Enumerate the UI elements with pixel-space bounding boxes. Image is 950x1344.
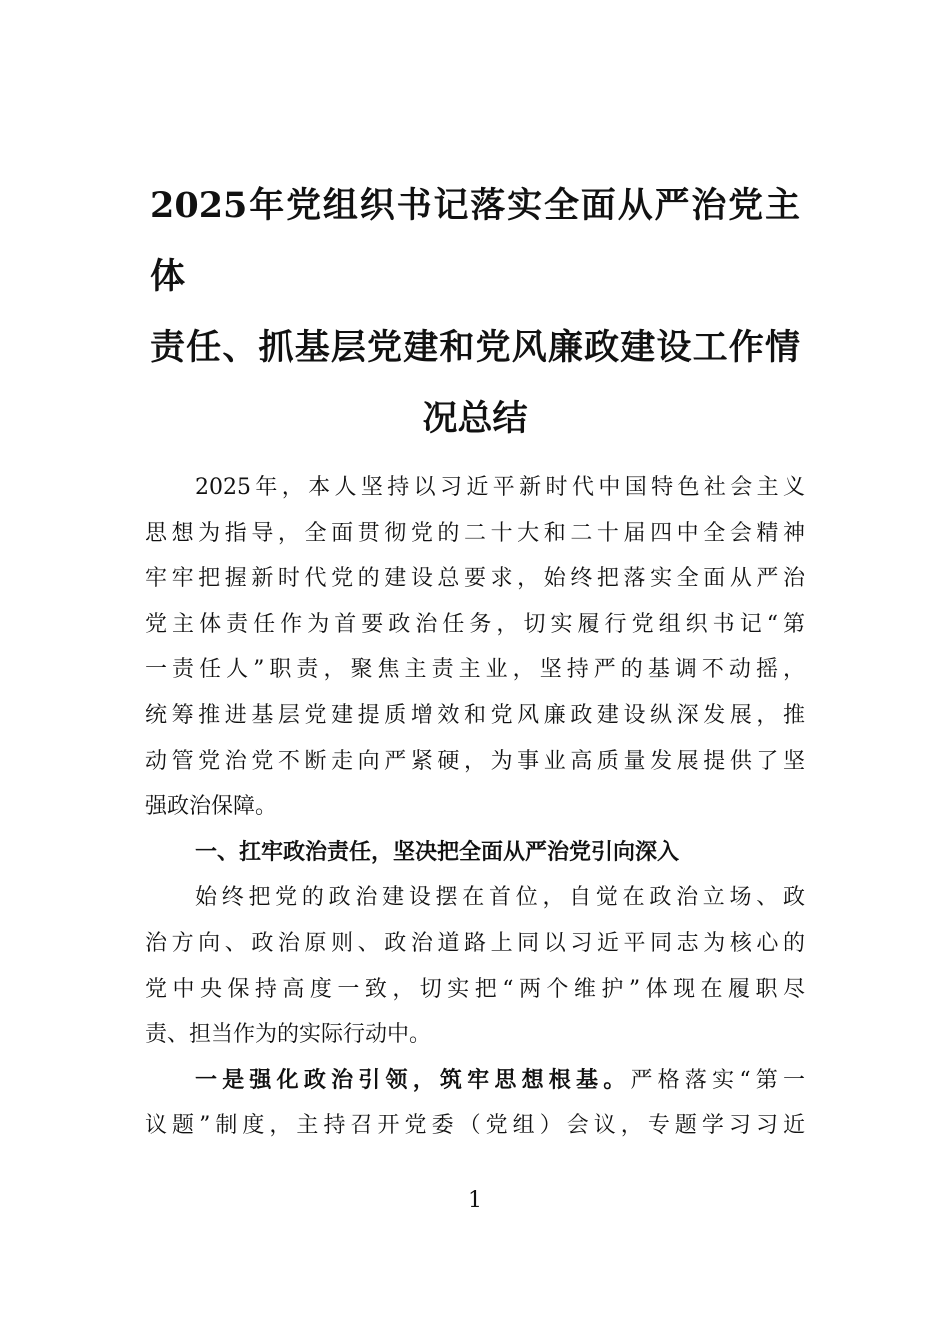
text-line: 始终把党的政治建设摆在首位，自觉在政治立场、政 (195, 885, 805, 911)
section-paragraph (145, 875, 805, 1057)
text-line (145, 1058, 805, 1104)
intro-paragraph (145, 465, 805, 830)
point-lead: 一是强化政治引领，筑牢思想根基。 (195, 1066, 631, 1093)
text-line: 统筹推进基层党建提质增效和党风廉政建设纵深发展，推 (145, 702, 805, 728)
point-paragraph (145, 1058, 805, 1149)
document-title (150, 170, 800, 454)
text-line: 议题”制度，主持召开党委（党组）会议，专题学习习近 (145, 1113, 805, 1139)
text-line: 强政治保障。 (145, 794, 278, 820)
document-body (145, 465, 805, 1149)
text-line: 动管党治党不断走向严紧硬，为事业高质量发展提供了坚 (145, 748, 805, 774)
title-line: 2025年党组织书记落实全面从严治党主体 (150, 185, 800, 297)
text-line: 牢牢把握新时代党的建设总要求，始终把落实全面从严治 (145, 566, 805, 592)
point-text: 严格落实“第一 (630, 1067, 805, 1093)
text-line: 思想为指导，全面贯彻党的二十大和二十届四中全会精神 (145, 520, 805, 546)
text-line: 党主体责任作为首要政治任务，切实履行党组织书记“第 (145, 611, 805, 637)
text-line: 2025年，本人坚持以习近平新时代中国特色社会主义 (195, 475, 805, 500)
page-number: 1 (468, 1188, 482, 1213)
text-line: 责、担当作为的实际行动中。 (145, 1022, 432, 1048)
text-line: 治方向、政治原则、政治道路上同以习近平同志为核心的 (145, 930, 805, 956)
title-line: 责任、抓基层党建和党风廉政建设工作情 (150, 327, 800, 368)
title-line: 况总结 (422, 398, 528, 439)
section-heading: 一、扛牢政治责任，坚决把全面从严治党引向深入 (195, 838, 680, 865)
text-line: 一责任人”职责，聚焦主责主业，坚持严的基调不动摇， (145, 657, 805, 683)
text-line: 党中央保持高度一致，切实把“两个维护”体现在履职尽 (145, 976, 805, 1002)
